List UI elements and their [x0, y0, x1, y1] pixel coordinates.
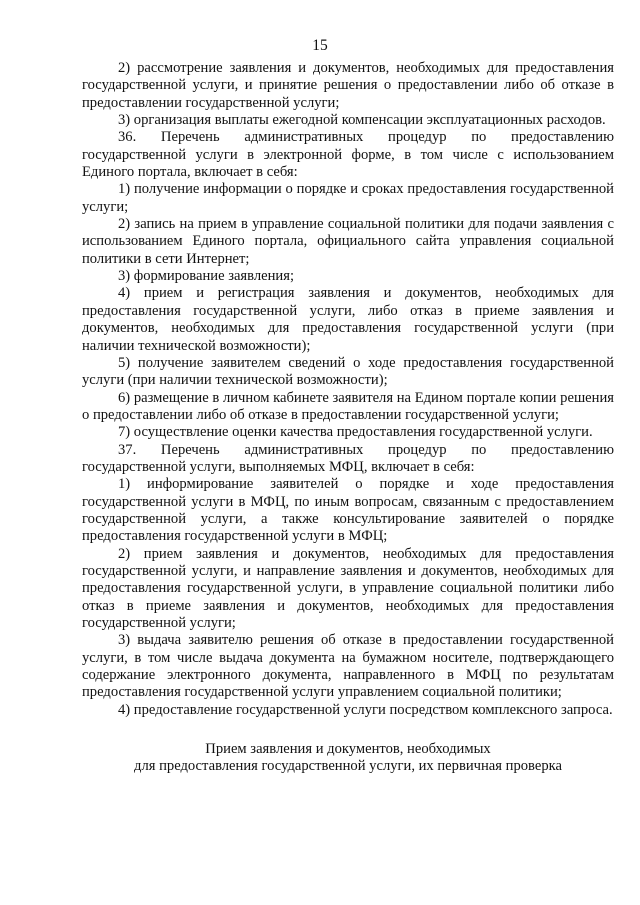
paragraph-36-item-5: 5) получение заявителем сведений о ходе предоставления государственной услуги (при наличии технической возможности); [82, 354, 614, 389]
section-heading [82, 741, 614, 776]
section-spacer [82, 719, 614, 741]
paragraph-item-3-compensation: 3) организация выплаты ежегодной компенсации эксплуатационных расходов. [118, 112, 606, 129]
paragraph-36-item-4: 4) прием и регистрация заявления и документов, необходимых для предоставления государственной услуги, либо отказ в приеме заявления и документов, необходимых для предоставления государственной услуги (при наличии технической возможности); [82, 285, 614, 354]
paragraph-36-item-7: 7) осуществление оценки качества предоставления государственной услуги. [118, 424, 593, 441]
document-body [82, 60, 614, 776]
paragraph-37-item-3: 3) выдача заявителю решения об отказе в предоставлении государственной услуги, в том числе выдача документа на бумажном носителе, подтверждающего содержание электронного документа, направленного в МФЦ по результатам предоставления государственной услуги управлением социальной политики; [82, 632, 614, 701]
paragraph-36-item-6: 6) размещение в личном кабинете заявителя на Едином портале копии решения о предоставлении либо об отказе в предоставлении государственной услуги; [82, 389, 614, 423]
paragraph-36-electronic-procedures: 36. Перечень административных процедур по предоставлению государственной услуги в электронной форме, в том числе с использованием Единого портала, включает в себя: [82, 129, 614, 181]
paragraph-item-2-consideration: 2) рассмотрение заявления и документов, необходимых для предоставления государственной услуги, и принятие решения о предоставлении либо об отказе в предоставлении государственной услуги; [82, 60, 614, 111]
paragraph-37-mfc-procedures: 37. Перечень административных процедур по предоставлению государственной услуги, выполняемых МФЦ, включает в себя: [82, 441, 614, 475]
paragraph-37-item-4: 4) предоставление государственной услуги посредством комплексного запроса. [118, 701, 613, 718]
page-number: 15 [312, 37, 328, 54]
paragraph-36-item-1: 1) получение информации о порядке и сроках предоставления государственной услуги; [82, 181, 614, 215]
section-heading-line-1: Прием заявления и документов, необходимых [205, 741, 491, 758]
paragraph-37-item-2: 2) прием заявления и документов, необходимых для предоставления государственной услуги, и направление заявления и документов, необходимых для предоставления государственной услуги, в управление социальной политики либо отказ в приеме заявления и документов, необходимых для предоставления государственной услуги; [82, 545, 614, 631]
paragraph-36-item-3: 3) формирование заявления; [118, 268, 294, 285]
paragraph-37-item-1: 1) информирование заявителей о порядке и ходе предоставления государственной услуги в МФЦ, по иным вопросам, связанным с предоставлением государственной услуги, а также консультирование заявителей о порядке предоставления государственной услуги в МФЦ; [82, 476, 614, 545]
section-heading-line-2: для предоставления государственной услуги, их первичная проверка [134, 758, 562, 775]
paragraph-36-item-2: 2) запись на прием в управление социальной политики для подачи заявления с использованием Единого портала, официального сайта управления социальной политики в сети Интернет; [82, 216, 614, 267]
